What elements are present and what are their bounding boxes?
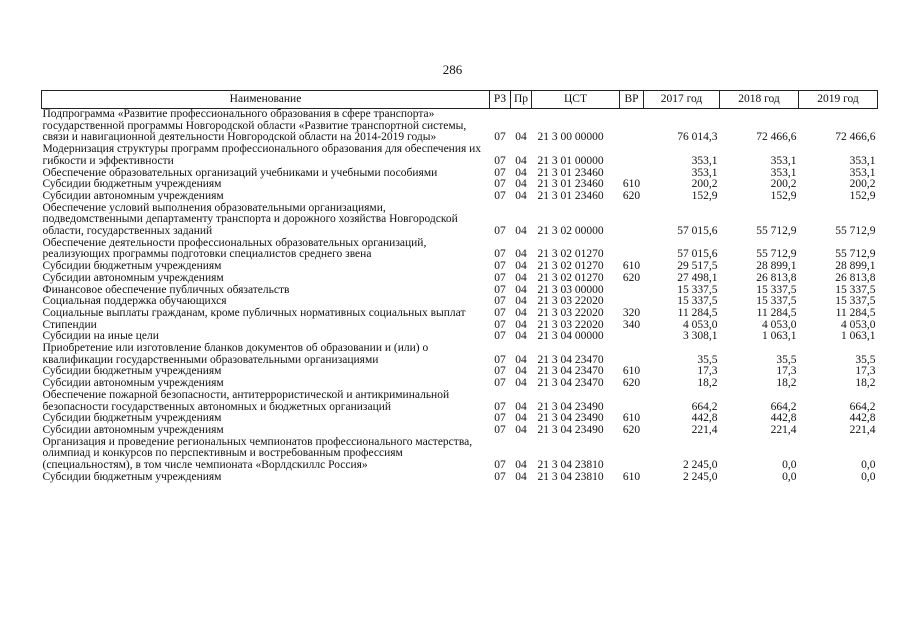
row-value-2018: 1 063,1 (762, 330, 797, 343)
row-vr (620, 437, 644, 472)
row-value-2019: 15 337,5 (835, 295, 876, 308)
row-vr (620, 109, 644, 145)
row-value-2017: 200,2 (691, 178, 718, 191)
row-value-2019: 4 053,0 (841, 318, 876, 331)
row-cst: 21 3 04 23470 (537, 365, 604, 378)
row-rz: 07 (494, 166, 506, 179)
row-vr (620, 285, 644, 297)
row-name: Социальные выплаты гражданам, кроме публичных нормативных социальных выплат (42, 306, 466, 319)
row-value-2017: 35,5 (697, 353, 718, 366)
header-2017: 2017 год (644, 91, 720, 109)
row-value-2018: 26 813,8 (756, 271, 797, 284)
row-value-2019: 1 063,1 (841, 330, 876, 343)
row-pr: 04 (515, 166, 527, 179)
row-pr: 04 (515, 295, 527, 308)
row-rz: 07 (494, 330, 506, 343)
row-cst: 21 3 04 23490 (537, 412, 604, 425)
row-pr: 04 (515, 260, 527, 273)
row-name: Финансовое обеспечение публичных обязательств (42, 283, 290, 296)
row-value-2018: 72 466,6 (756, 131, 797, 144)
row-cst: 21 3 01 23460 (537, 166, 604, 179)
row-name: Субсидии бюджетным учреждениям (42, 260, 222, 273)
row-pr: 04 (515, 318, 527, 331)
table-header (42, 91, 878, 109)
row-cst: 21 3 04 23490 (537, 400, 604, 413)
row-cst: 21 3 02 01270 (537, 248, 604, 261)
row-vr: 610 (622, 178, 641, 191)
row-value-2018: 55 712,9 (756, 248, 797, 261)
row-vr: 620 (622, 377, 641, 390)
row-rz: 07 (494, 154, 506, 167)
row-vr: 610 (622, 365, 641, 378)
row-name: Субсидии автономным учреждениям (42, 271, 224, 284)
row-value-2018: 4 053,0 (762, 318, 797, 331)
header-2019: 2019 год (799, 91, 878, 109)
row-value-2019: 664,2 (849, 400, 876, 413)
row-pr: 04 (515, 412, 527, 425)
row-value-2017: 57 015,6 (677, 225, 718, 238)
table-row (42, 191, 878, 203)
row-value-2019: 221,4 (849, 423, 876, 436)
row-vr (620, 343, 644, 366)
row-pr: 04 (515, 131, 527, 144)
row-rz: 07 (494, 412, 506, 425)
row-rz: 07 (494, 353, 506, 366)
row-cst: 21 3 03 22020 (537, 295, 604, 308)
row-cst: 21 3 00 00000 (537, 131, 604, 144)
row-pr: 04 (515, 154, 527, 167)
row-vr: 610 (622, 412, 641, 425)
row-value-2017: 15 337,5 (677, 283, 718, 296)
row-pr: 04 (515, 365, 527, 378)
row-value-2019: 35,5 (855, 353, 876, 366)
row-vr (620, 238, 644, 261)
row-value-2019: 353,1 (849, 154, 876, 167)
row-vr: 620 (622, 189, 641, 202)
row-pr: 04 (515, 400, 527, 413)
row-value-2017: 27 498,1 (677, 271, 718, 284)
row-value-2019: 442,8 (849, 412, 876, 425)
row-name: Субсидии бюджетным учреждениям (42, 412, 222, 425)
row-value-2019: 28 899,1 (835, 260, 876, 273)
row-cst: 21 3 04 00000 (537, 330, 604, 343)
row-value-2018: 353,1 (770, 166, 797, 179)
row-value-2019: 353,1 (849, 166, 876, 179)
row-rz: 07 (494, 377, 506, 390)
row-vr: 320 (622, 306, 641, 319)
row-vr (620, 390, 644, 413)
table-row (42, 109, 878, 145)
row-rz: 07 (494, 470, 506, 483)
row-pr: 04 (515, 423, 527, 436)
row-rz: 07 (494, 459, 506, 472)
header-vr: ВР (620, 91, 644, 109)
row-pr: 04 (515, 248, 527, 261)
row-rz: 07 (494, 248, 506, 261)
row-vr (620, 144, 644, 167)
row-value-2018: 0,0 (782, 470, 797, 483)
row-cst: 21 3 03 22020 (537, 318, 604, 331)
row-value-2017: 4 053,0 (683, 318, 718, 331)
row-rz: 07 (494, 423, 506, 436)
header-cst: ЦСТ (532, 91, 620, 109)
row-pr: 04 (515, 306, 527, 319)
row-value-2017: 353,1 (691, 154, 718, 167)
row-value-2019: 18,2 (855, 377, 876, 390)
row-cst: 21 3 01 00000 (537, 154, 604, 167)
row-pr: 04 (515, 459, 527, 472)
row-vr (620, 203, 644, 238)
row-rz: 07 (494, 306, 506, 319)
row-vr (620, 331, 644, 343)
header-pr: Пр (511, 91, 532, 109)
table-row (42, 320, 878, 332)
row-vr: 610 (622, 260, 641, 273)
row-pr: 04 (515, 271, 527, 284)
row-name: Субсидии автономным учреждениям (42, 423, 224, 436)
row-rz: 07 (494, 189, 506, 202)
row-cst: 21 3 03 22020 (537, 306, 604, 319)
row-value-2019: 72 466,6 (835, 131, 876, 144)
row-value-2019: 17,3 (855, 365, 876, 378)
row-value-2019: 26 813,8 (835, 271, 876, 284)
row-vr: 610 (622, 470, 641, 483)
row-rz: 07 (494, 318, 506, 331)
table-row (42, 144, 878, 167)
row-pr: 04 (515, 330, 527, 343)
row-value-2017: 76 014,3 (677, 131, 718, 144)
row-value-2018: 221,4 (770, 423, 797, 436)
row-value-2018: 55 712,9 (756, 225, 797, 238)
row-pr: 04 (515, 189, 527, 202)
row-name: Модернизация структуры программ профессионального образования для обеспечения их гибкости и эффективности (42, 143, 482, 167)
row-value-2017: 17,3 (697, 365, 718, 378)
row-value-2017: 152,9 (691, 189, 718, 202)
row-vr: 620 (622, 271, 641, 284)
row-value-2018: 15 337,5 (756, 295, 797, 308)
row-rz: 07 (494, 131, 506, 144)
row-value-2019: 0,0 (861, 459, 876, 472)
row-cst: 21 3 04 23470 (537, 353, 604, 366)
row-rz: 07 (494, 365, 506, 378)
row-value-2017: 18,2 (697, 377, 718, 390)
row-value-2018: 11 284,5 (756, 306, 797, 319)
budget-table (41, 90, 878, 484)
row-value-2018: 0,0 (782, 459, 797, 472)
row-value-2019: 55 712,9 (835, 248, 876, 261)
row-value-2018: 152,9 (770, 189, 797, 202)
row-name: Стипендии (42, 318, 97, 331)
row-rz: 07 (494, 178, 506, 191)
row-value-2017: 29 517,5 (677, 260, 718, 273)
row-rz: 07 (494, 225, 506, 238)
row-pr: 04 (515, 178, 527, 191)
row-rz: 07 (494, 400, 506, 413)
row-value-2019: 15 337,5 (835, 283, 876, 296)
row-value-2017: 3 308,1 (683, 330, 718, 343)
row-value-2018: 353,1 (770, 154, 797, 167)
row-vr: 340 (622, 318, 641, 331)
row-value-2018: 28 899,1 (756, 260, 797, 273)
row-name: Обеспечение деятельности профессиональных образовательных организаций, реализующих программы подготовки специалистов среднего звена (42, 236, 427, 261)
row-value-2018: 35,5 (776, 353, 797, 366)
row-value-2019: 200,2 (849, 178, 876, 191)
row-pr: 04 (515, 225, 527, 238)
row-cst: 21 3 04 23810 (537, 459, 604, 472)
row-value-2017: 353,1 (691, 166, 718, 179)
header-2018: 2018 год (720, 91, 799, 109)
row-vr: 620 (622, 423, 641, 436)
row-value-2018: 17,3 (776, 365, 797, 378)
row-rz: 07 (494, 295, 506, 308)
table-row (42, 425, 878, 437)
header-name: Наименование (42, 91, 490, 109)
row-value-2017: 15 337,5 (677, 295, 718, 308)
row-name: Субсидии бюджетным учреждениям (42, 470, 222, 483)
row-cst: 21 3 04 23490 (537, 423, 604, 436)
row-value-2019: 55 712,9 (835, 225, 876, 238)
row-value-2017: 664,2 (691, 400, 718, 413)
row-value-2019: 152,9 (849, 189, 876, 202)
row-name: Организация и проведение региональных чемпионатов профессионального мастерства, олимпиад и конкурсов по перспективным и востребованным профессиям (специальностям), в том числе чемпионата «Ворлдскиллс Россия» (42, 435, 473, 472)
row-cst: 21 3 03 00000 (537, 283, 604, 296)
table-row (42, 390, 878, 413)
table-row (42, 343, 878, 366)
table-body (42, 109, 878, 484)
row-name: Приобретение или изготовление бланков документов об образовании и (или) о квалификации государственными образовательными организациями (42, 342, 429, 366)
row-cst: 21 3 02 01270 (537, 271, 604, 284)
row-cst: 21 3 01 23460 (537, 189, 604, 202)
row-name: Субсидии бюджетным учреждениям (42, 365, 222, 378)
row-name: Обеспечение пожарной безопасности, антитеррористической и антикриминальной безопасности государственных автономных и бюджетных организаций (42, 388, 450, 413)
row-name: Обеспечение образовательных организаций учебниками и учебными пособиями (42, 166, 438, 179)
row-value-2017: 11 284,5 (677, 306, 718, 319)
row-value-2019: 0,0 (861, 470, 876, 483)
row-name: Субсидии автономным учреждениям (42, 189, 224, 202)
row-value-2018: 200,2 (770, 178, 797, 191)
row-value-2018: 18,2 (776, 377, 797, 390)
header-rz: РЗ (490, 91, 511, 109)
row-pr: 04 (515, 470, 527, 483)
table-row (42, 437, 878, 472)
table-row (42, 472, 878, 484)
row-value-2018: 664,2 (770, 400, 797, 413)
row-value-2018: 442,8 (770, 412, 797, 425)
row-cst: 21 3 01 23460 (537, 178, 604, 191)
row-name: Субсидии автономным учреждениям (42, 377, 224, 390)
row-value-2019: 11 284,5 (835, 306, 876, 319)
row-pr: 04 (515, 377, 527, 390)
row-cst: 21 3 04 23810 (537, 470, 604, 483)
row-rz: 07 (494, 260, 506, 273)
row-name: Социальная поддержка обучающихся (42, 295, 227, 308)
row-name: Обеспечение условий выполнения образовательными организациями, подведомственными департаменту транспорта и дорожного хозяйства Новгородской области, государственных заданий (42, 201, 458, 238)
row-rz: 07 (494, 283, 506, 296)
row-cst: 21 3 04 23470 (537, 377, 604, 390)
row-cst: 21 3 02 01270 (537, 260, 604, 273)
row-cst: 21 3 02 00000 (537, 225, 604, 238)
table-row (42, 203, 878, 238)
row-name: Субсидии бюджетным учреждениям (42, 178, 222, 191)
page-number: 286 (442, 62, 463, 77)
row-value-2017: 442,8 (691, 412, 718, 425)
row-value-2018: 15 337,5 (756, 283, 797, 296)
table-row (42, 273, 878, 285)
row-value-2017: 2 245,0 (683, 470, 718, 483)
row-rz: 07 (494, 271, 506, 284)
row-value-2017: 2 245,0 (683, 459, 718, 472)
row-pr: 04 (515, 353, 527, 366)
row-value-2017: 221,4 (691, 423, 718, 436)
row-value-2017: 57 015,6 (677, 248, 718, 261)
table-row (42, 238, 878, 261)
row-pr: 04 (515, 283, 527, 296)
row-name: Субсидии на иные цели (42, 330, 159, 343)
table-row (42, 308, 878, 320)
row-name: Подпрограмма «Развитие профессионального образования в сфере транспорта» государственной программы Новгородской области «Развитие транспортной системы, связи и навигационной деятельности Новгородской области на 2014-2019 годы» (42, 108, 467, 144)
